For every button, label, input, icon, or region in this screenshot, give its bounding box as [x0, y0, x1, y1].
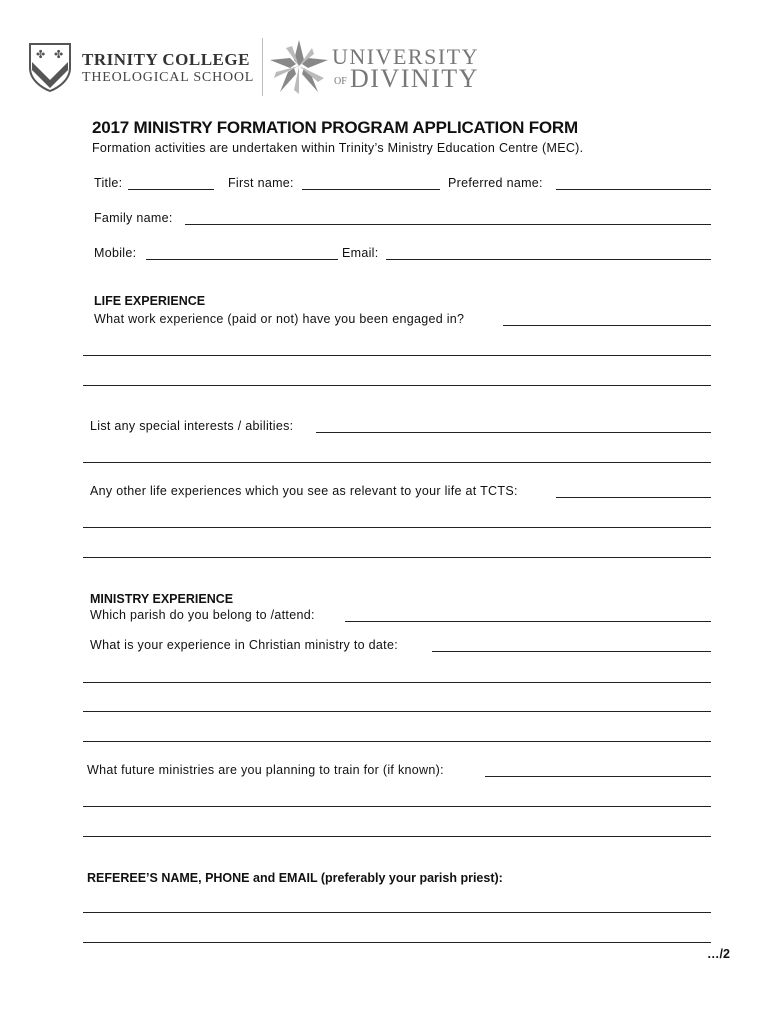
- ministry-experience-question: What is your experience in Christian ministry to date:: [90, 638, 398, 652]
- other-experiences-line-2[interactable]: [83, 527, 711, 528]
- university-line2: DIVINITY: [350, 64, 479, 93]
- future-ministries-question: What future ministries are you planning to train for (if known):: [87, 763, 444, 777]
- preferred-name-field[interactable]: [556, 189, 711, 190]
- mobile-label: Mobile:: [94, 246, 137, 260]
- header-divider: [262, 38, 263, 96]
- work-experience-question: What work experience (paid or not) have you been engaged in?: [94, 312, 465, 326]
- mobile-field[interactable]: [146, 259, 338, 260]
- trinity-shield-icon: [28, 42, 72, 92]
- email-label: Email:: [342, 246, 379, 260]
- svg-text:✤: ✤: [45, 69, 53, 79]
- family-name-label: Family name:: [94, 211, 173, 225]
- work-experience-field[interactable]: [503, 325, 711, 326]
- parish-field[interactable]: [345, 621, 711, 622]
- work-experience-line-2[interactable]: [83, 355, 711, 356]
- first-name-label: First name:: [228, 176, 294, 190]
- university-line1: UNIVERSITY: [332, 44, 479, 69]
- form-subtitle: Formation activities are undertaken within Trinity’s Ministry Education Centre (MEC).: [92, 141, 584, 155]
- university-of-divinity-logo: [268, 38, 488, 96]
- referee-heading: REFEREE’S NAME, PHONE and EMAIL (preferably your parish priest):: [87, 871, 503, 885]
- special-interests-line-2[interactable]: [83, 462, 711, 463]
- college-name: TRINITY COLLEGE: [82, 50, 250, 69]
- star-emblem-icon: [268, 38, 330, 96]
- title-label: Title:: [94, 176, 123, 190]
- college-subname: THEOLOGICAL SCHOOL: [82, 70, 255, 85]
- parish-question: Which parish do you belong to /attend:: [90, 608, 315, 622]
- ministry-experience-heading: MINISTRY EXPERIENCE: [90, 592, 234, 606]
- svg-text:✤: ✤: [54, 48, 64, 61]
- ministry-experience-line-4[interactable]: [83, 741, 711, 742]
- special-interests-question: List any special interests / abilities:: [90, 419, 294, 433]
- email-field[interactable]: [386, 259, 711, 260]
- page-continuation-marker: …/2: [707, 947, 730, 961]
- svg-text:✤: ✤: [36, 48, 46, 61]
- ministry-experience-line-3[interactable]: [83, 711, 711, 712]
- work-experience-line-3[interactable]: [83, 385, 711, 386]
- future-ministries-field[interactable]: [485, 776, 711, 777]
- referee-line-1[interactable]: [83, 912, 711, 913]
- special-interests-field[interactable]: [316, 432, 711, 433]
- university-of: OF: [334, 76, 347, 87]
- other-experiences-question: Any other life experiences which you see as relevant to your life at TCTS:: [90, 484, 518, 498]
- trinity-college-logo: [28, 42, 258, 94]
- ministry-experience-field[interactable]: [432, 651, 711, 652]
- first-name-field[interactable]: [302, 189, 440, 190]
- ministry-experience-line-2[interactable]: [83, 682, 711, 683]
- life-experience-heading: LIFE EXPERIENCE: [94, 294, 206, 308]
- title-field[interactable]: [128, 189, 214, 190]
- future-ministries-line-2[interactable]: [83, 806, 711, 807]
- other-experiences-line-3[interactable]: [83, 557, 711, 558]
- preferred-name-label: Preferred name:: [448, 176, 543, 190]
- form-title: 2017 MINISTRY FORMATION PROGRAM APPLICATION FORM: [92, 118, 578, 137]
- referee-line-2[interactable]: [83, 942, 711, 943]
- other-experiences-field[interactable]: [556, 497, 711, 498]
- future-ministries-line-3[interactable]: [83, 836, 711, 837]
- family-name-field[interactable]: [185, 224, 711, 225]
